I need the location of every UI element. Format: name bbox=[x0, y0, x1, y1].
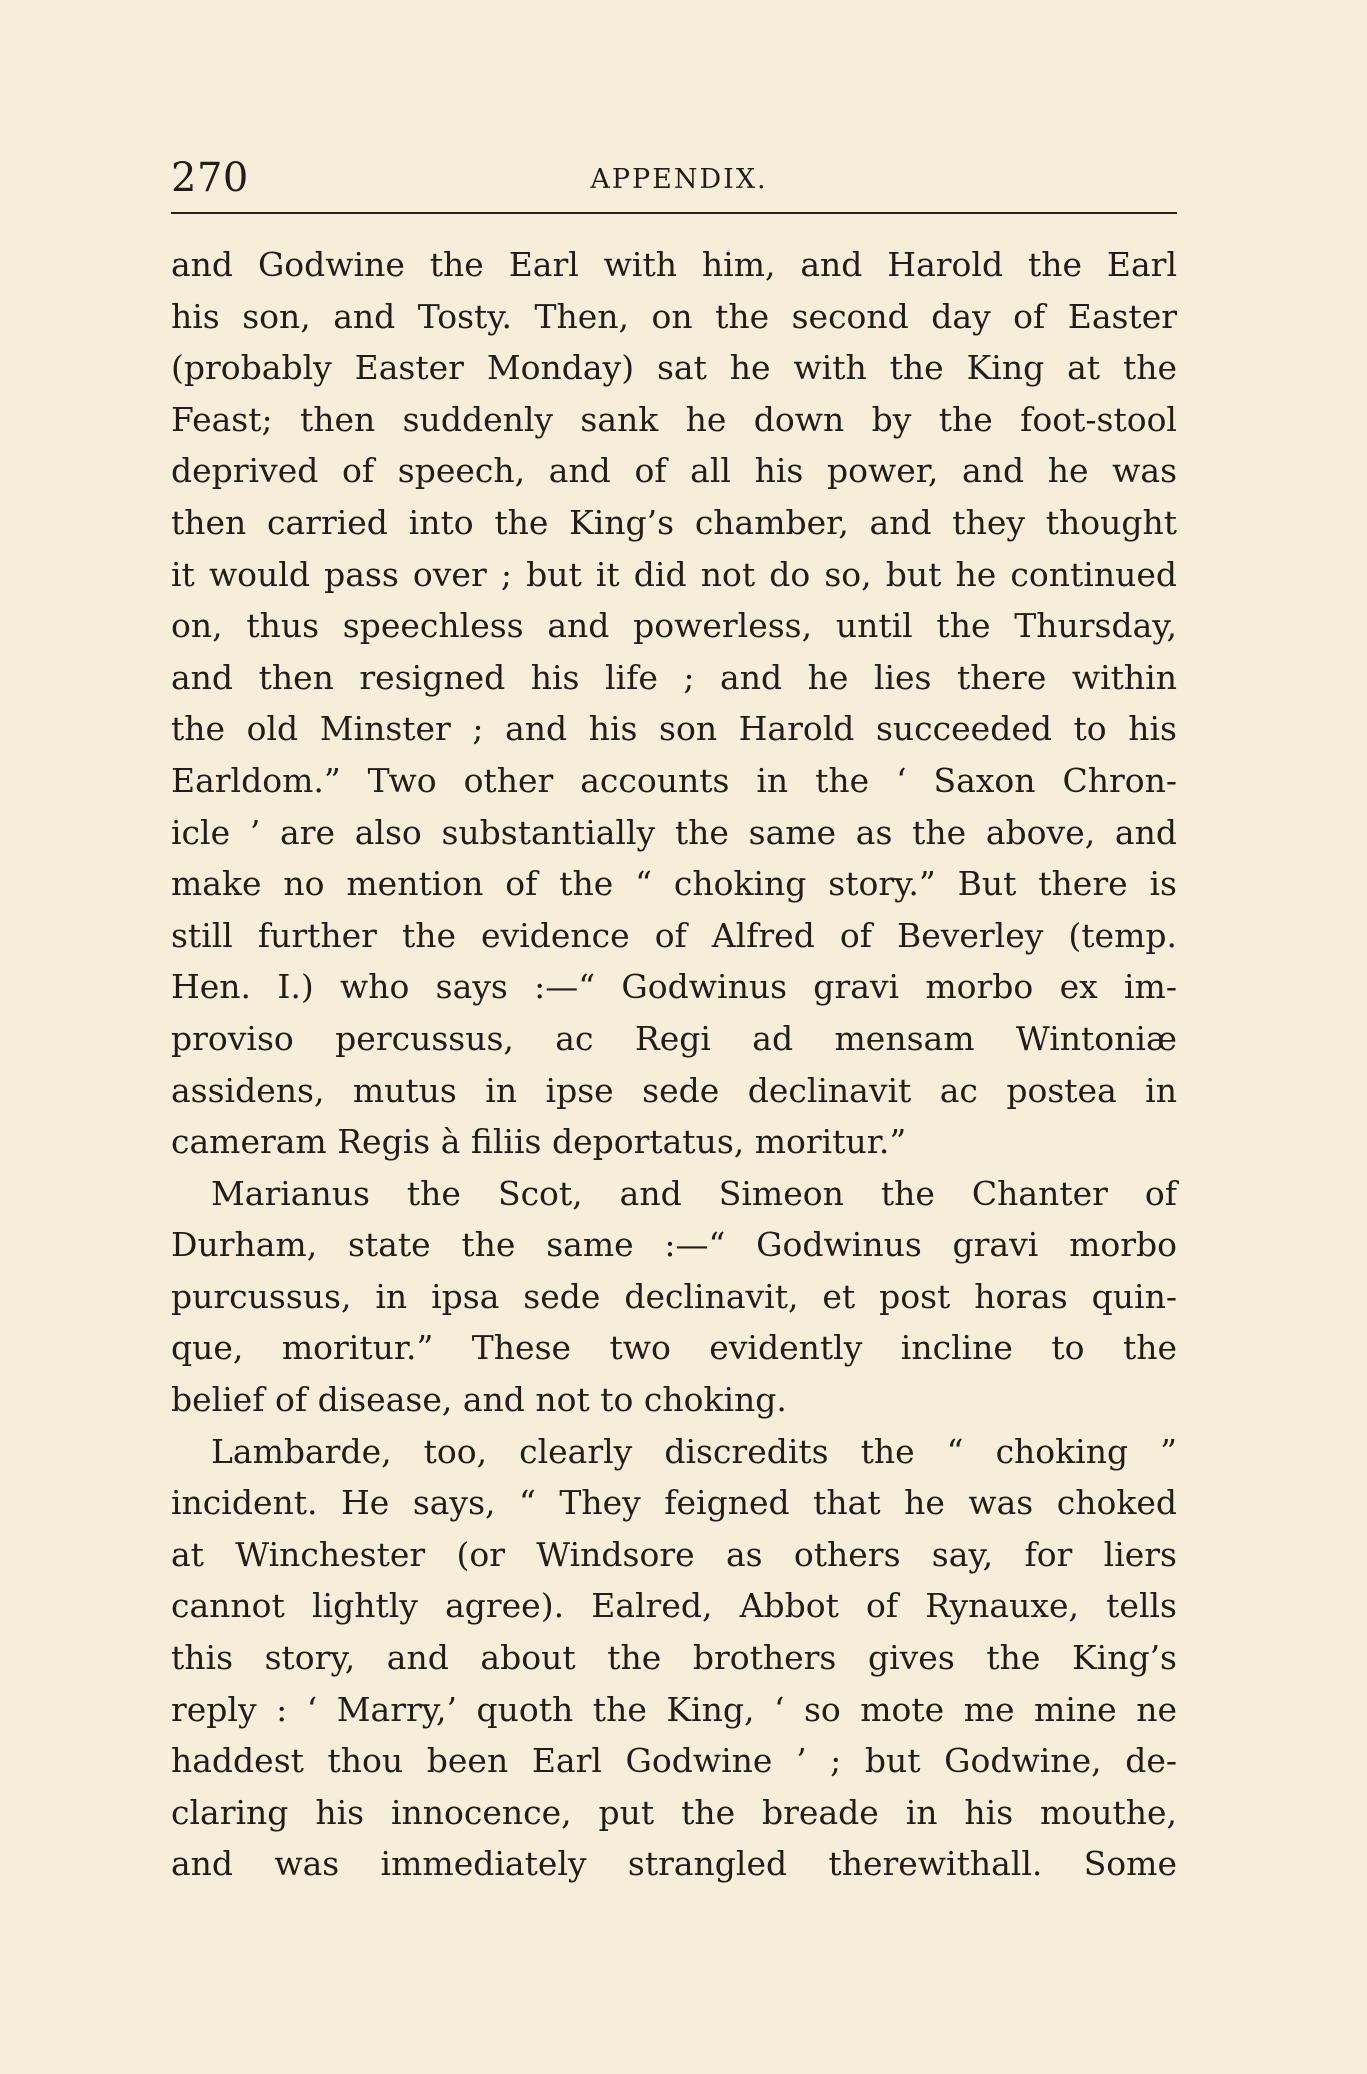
text-line: incident. He says, “ They feigned that he was choked bbox=[171, 1483, 1177, 1523]
running-head bbox=[171, 148, 1177, 208]
text-line: this story, and about the brothers gives the King’s bbox=[171, 1638, 1177, 1678]
text-line: and Godwine the Earl with him, and Harold the Earl bbox=[171, 245, 1177, 284]
paragraph-start-line: Lambarde, too, clearly discredits the “ choking ” bbox=[211, 1431, 1177, 1471]
text-line: the old Minster ; and his son Harold succeeded to his bbox=[171, 709, 1177, 749]
text-line: purcussus, in ipsa sede declinavit, et post horas quin- bbox=[171, 1276, 1177, 1316]
text-line: haddest thou been Earl Godwine ’ ; but Godwine, de- bbox=[171, 1741, 1177, 1781]
header-rule bbox=[171, 212, 1177, 214]
running-title: APPENDIX. bbox=[590, 164, 768, 195]
text-line: cameram Regis à filiis deportatus, moritur.” bbox=[171, 1122, 907, 1162]
text-line: and then resigned his life ; and he lies there within bbox=[171, 657, 1177, 697]
text-line: icle ’ are also substantially the same as the above, and bbox=[171, 812, 1177, 852]
text-line: belief of disease, and not to choking. bbox=[171, 1380, 787, 1420]
text-line: and was immediately strangled therewithall. Some bbox=[171, 1844, 1177, 1884]
text-line: proviso percussus, ac Regi ad mensam Wintoniæ bbox=[171, 1018, 1177, 1058]
text-line: at Winchester (or Windsore as others say, for liers bbox=[171, 1534, 1177, 1574]
text-line: it would pass over ; but it did not do so, but he continued bbox=[171, 554, 1177, 594]
body-text bbox=[171, 239, 1177, 1890]
text-line: que, moritur.” These two evidently incline to the bbox=[171, 1328, 1177, 1368]
text-line: still further the evidence of Alfred of Beverley (temp. bbox=[171, 915, 1177, 955]
page-number: 270 bbox=[171, 155, 249, 201]
text-line: claring his innocence, put the breade in his mouthe, bbox=[171, 1792, 1177, 1832]
text-line: deprived of speech, and of all his power, and he was bbox=[171, 451, 1177, 491]
text-line: assidens, mutus in ipse sede declinavit ac postea in bbox=[171, 1070, 1177, 1110]
text-line: then carried into the King’s chamber, and they thought bbox=[171, 502, 1177, 542]
text-line: his son, and Tosty. Then, on the second day of Easter bbox=[171, 296, 1177, 336]
text-line: (probably Easter Monday) sat he with the King at the bbox=[171, 348, 1177, 388]
paragraph-start-line: Marianus the Scot, and Simeon the Chanter of bbox=[211, 1173, 1177, 1213]
text-line: on, thus speechless and powerless, until the Thursday, bbox=[171, 606, 1177, 646]
text-line: Hen. I.) who says :—“ Godwinus gravi morbo ex im- bbox=[171, 967, 1177, 1007]
text-line: Feast; then suddenly sank he down by the foot-stool bbox=[171, 399, 1177, 439]
text-line: make no mention of the “ choking story.” But there is bbox=[171, 864, 1177, 904]
text-line: Durham, state the same :—“ Godwinus gravi morbo bbox=[171, 1225, 1177, 1265]
text-line: Earldom.” Two other accounts in the ‘ Saxon Chron- bbox=[171, 760, 1177, 800]
text-line: cannot lightly agree). Ealred, Abbot of Rynauxe, tells bbox=[171, 1586, 1177, 1626]
text-line: reply : ‘ Marry,’ quoth the King, ‘ so mote me mine ne bbox=[171, 1689, 1177, 1729]
